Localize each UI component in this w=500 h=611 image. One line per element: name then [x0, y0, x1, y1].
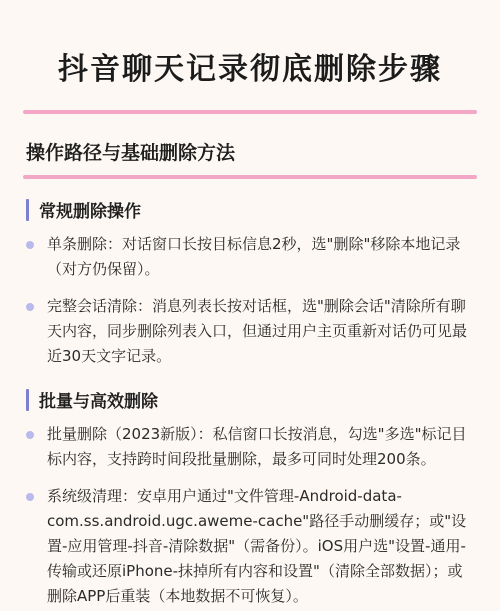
list-item-text: 单条删除：对话窗口长按目标信息2秒，选"删除"移除本地记录（对方仍保留）。	[47, 235, 461, 278]
list-item-text: 完整会话清除：消息列表长按对话框，选"删除会话"清除所有聊天内容，同步删除列表入口，但通过用户主页重新对话仍可见最近30天文字记录。	[47, 297, 468, 365]
subsection-title: 常规删除操作	[39, 202, 141, 222]
section-divider	[23, 175, 477, 179]
list-item-text: 系统级清理：安卓用户通过"文件管理-Android-data-com.ss.android.ugc.aweme-cache"路径手动删缓存；或"设置-应用管理-抖音-清除数据"（需备份）。iOS用户选"设置-通用-传输或还原iPhone-抹掉所有内容和设置"（清除全部数据）；或删除APP后重装（本地数据不可恢复）。	[47, 487, 467, 605]
subsection-header-regular	[26, 197, 474, 222]
bullet-dot-icon	[26, 431, 34, 439]
bullet-list	[26, 232, 474, 369]
bullet-dot-icon	[26, 493, 34, 501]
section-title: 操作路径与基础删除方法	[26, 142, 236, 164]
list-item	[26, 294, 474, 369]
bullet-list	[26, 422, 474, 609]
bullet-dot-icon	[26, 303, 34, 311]
subsection-title: 批量与高效删除	[39, 392, 158, 412]
subsection-header-batch	[26, 387, 474, 412]
bullet-dot-icon	[26, 241, 34, 249]
accent-bar	[26, 199, 29, 221]
list-item-text: 批量删除（2023新版）：私信窗口长按消息，勾选"多选"标记目标内容，支持跨时间段批量删除，最多可同时处理200条。	[47, 425, 467, 468]
title-divider	[23, 110, 477, 114]
list-item	[26, 232, 474, 282]
list-item	[26, 422, 474, 472]
page-title: 抖音聊天记录彻底删除步骤	[58, 52, 442, 87]
list-item	[26, 484, 474, 609]
accent-bar	[26, 389, 29, 411]
